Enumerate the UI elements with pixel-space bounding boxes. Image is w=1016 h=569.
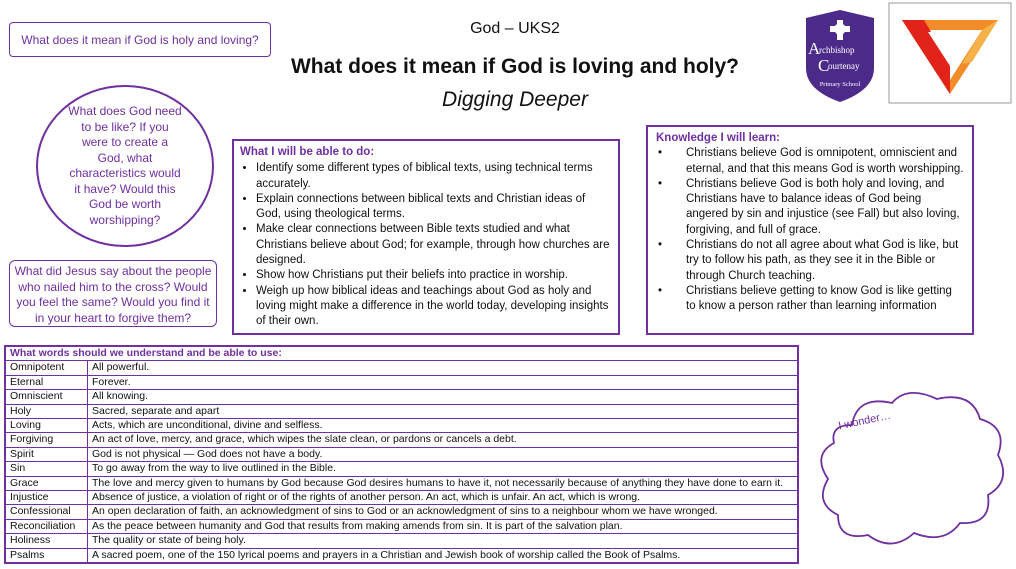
subject-title: God – UKS2 xyxy=(470,20,560,37)
vocab-definition: An open declaration of faith, an acknowledgment of sins to God or an acknowledgment of sins to a neighbour whom we have wronged. xyxy=(88,505,798,519)
school-crest-logo xyxy=(800,8,880,104)
vocab-definition: God is not physical — God does not have a body. xyxy=(88,447,798,461)
vocab-term: Reconciliation xyxy=(6,519,88,533)
reflection-circle-text: What does God need to be like? If you were to create a God, what characteristics would it have? Would this God be worth worshipping? xyxy=(68,104,182,227)
learning-outcomes-heading: What I will be able to do: xyxy=(240,146,375,158)
question-box-text: What does it mean if God is holy and loving? xyxy=(21,32,259,47)
table-row xyxy=(6,433,798,447)
page-title: What does it mean if God is loving and holy? xyxy=(290,55,740,78)
table-row xyxy=(6,491,798,505)
table-row xyxy=(6,476,798,490)
vocab-term: Confessional xyxy=(6,505,88,519)
knowledge-box xyxy=(646,125,974,335)
table-row xyxy=(6,548,798,562)
learning-outcome-item: • Explain connections between biblical texts and Christian ideas of God, using theological terms. xyxy=(256,192,612,223)
cloud-text: I wonder… xyxy=(837,409,892,433)
reflection-box xyxy=(9,260,217,327)
vocab-term: Injustice xyxy=(6,491,88,505)
table-row xyxy=(6,462,798,476)
vocab-term: Loving xyxy=(6,419,88,433)
vocab-definition: The love and mercy given to humans by God because God desires humans to have it, not necessarily because of anything they have done to earn it. xyxy=(88,476,798,490)
vocab-definition: A sacred poem, one of the 150 lyrical poems and prayers in a Christian and Jewish book of worship called the Book of Psalms. xyxy=(88,548,798,562)
vocab-definition: All knowing. xyxy=(88,390,798,404)
learning-outcomes-box xyxy=(232,139,620,335)
crest-initial-c: C xyxy=(818,56,830,75)
reflection-circle xyxy=(36,85,214,247)
table-row xyxy=(6,447,798,461)
reflection-box-text: What did Jesus say about the people who nailed him to the cross? Would you feel the same? Would you find it in your heart to forgive them? xyxy=(14,264,212,325)
page-subtitle: Digging Deeper xyxy=(442,88,588,111)
vocab-term: Forgiving xyxy=(6,433,88,447)
vocab-definition: To go away from the way to live outlined in the Bible. xyxy=(88,462,798,476)
learning-outcome-item: • Make clear connections between Bible texts studied and what Christians believe about God; for example, through how churches are designed. xyxy=(256,222,612,268)
knowledge-item: • Christians believe God is both holy and loving, and Christians have to balance ideas of God being angered by sin and injustice (see Fall) but also loving, forgiving, and full of grace. xyxy=(656,177,964,238)
vocab-definition: The quality or state of being holy. xyxy=(88,534,798,548)
table-row xyxy=(6,505,798,519)
vocab-definition: An act of love, mercy, and grace, which wipes the slate clean, or pardons or cancels a debt. xyxy=(88,433,798,447)
knowledge-item: • Christians believe getting to know God is like getting to know a person rather than learning information xyxy=(656,284,964,315)
table-row xyxy=(6,419,798,433)
vocab-definition: As the peace between humanity and God that results from making amends from sin. It is part of the salvation plan. xyxy=(88,519,798,533)
table-row xyxy=(6,404,798,418)
vocab-definition: Sacred, separate and apart xyxy=(88,404,798,418)
knowledge-heading: Knowledge I will learn: xyxy=(656,132,780,144)
vocab-term: Omnipotent xyxy=(6,361,88,375)
table-row xyxy=(6,375,798,389)
knowledge-item: • Christians believe God is omnipotent, omniscient and eternal, and that this means God is worth worshipping. xyxy=(656,146,964,177)
table-row xyxy=(6,390,798,404)
vocab-definition: Forever. xyxy=(88,375,798,389)
vocab-term: Holiness xyxy=(6,534,88,548)
table-row xyxy=(6,361,798,375)
vocab-definition: Acts, which are unconditional, divine and selfless. xyxy=(88,419,798,433)
thought-cloud xyxy=(812,385,1012,560)
learning-outcome-item: • Show how Christians put their beliefs into practice in worship. xyxy=(256,268,612,283)
vocabulary-table xyxy=(4,345,799,564)
vocab-term: Eternal xyxy=(6,375,88,389)
crest-line1: rchbishop xyxy=(819,45,855,55)
vocab-term: Sin xyxy=(6,462,88,476)
crest-initial-a: A xyxy=(808,39,821,58)
knowledge-item: • Christians do not all agree about what God is like, but try to follow his path, as they see it in the Bible or through Church teaching. xyxy=(656,238,964,284)
vocabulary-header-row xyxy=(6,347,798,361)
vocab-term: Spirit xyxy=(6,447,88,461)
vocab-term: Holy xyxy=(6,404,88,418)
crest-line3: Primary School xyxy=(819,81,861,88)
vocab-term: Psalms xyxy=(6,548,88,562)
learning-outcome-item: • Identify some different types of biblical texts, using technical terms accurately. xyxy=(256,161,612,192)
vocab-definition: All powerful. xyxy=(88,361,798,375)
question-box xyxy=(9,22,271,57)
crest-line2: ourtenay xyxy=(828,61,860,71)
table-row xyxy=(6,519,798,533)
vocab-definition: Absence of justice, a violation of right or of the rights of another person. An act, which is unfair. An act, which is wrong. xyxy=(88,491,798,505)
impossible-triangle-logo xyxy=(888,2,1012,104)
vocab-term: Grace xyxy=(6,476,88,490)
learning-outcomes-list xyxy=(240,161,612,329)
learning-outcome-item: • Weigh up how biblical ideas and teachings about God as holy and loving might make a difference in the world today, developing insights of their own. xyxy=(256,284,612,330)
vocabulary-heading: What words should we understand and be able to use: xyxy=(6,347,798,361)
table-row xyxy=(6,534,798,548)
vocab-term: Omniscient xyxy=(6,390,88,404)
